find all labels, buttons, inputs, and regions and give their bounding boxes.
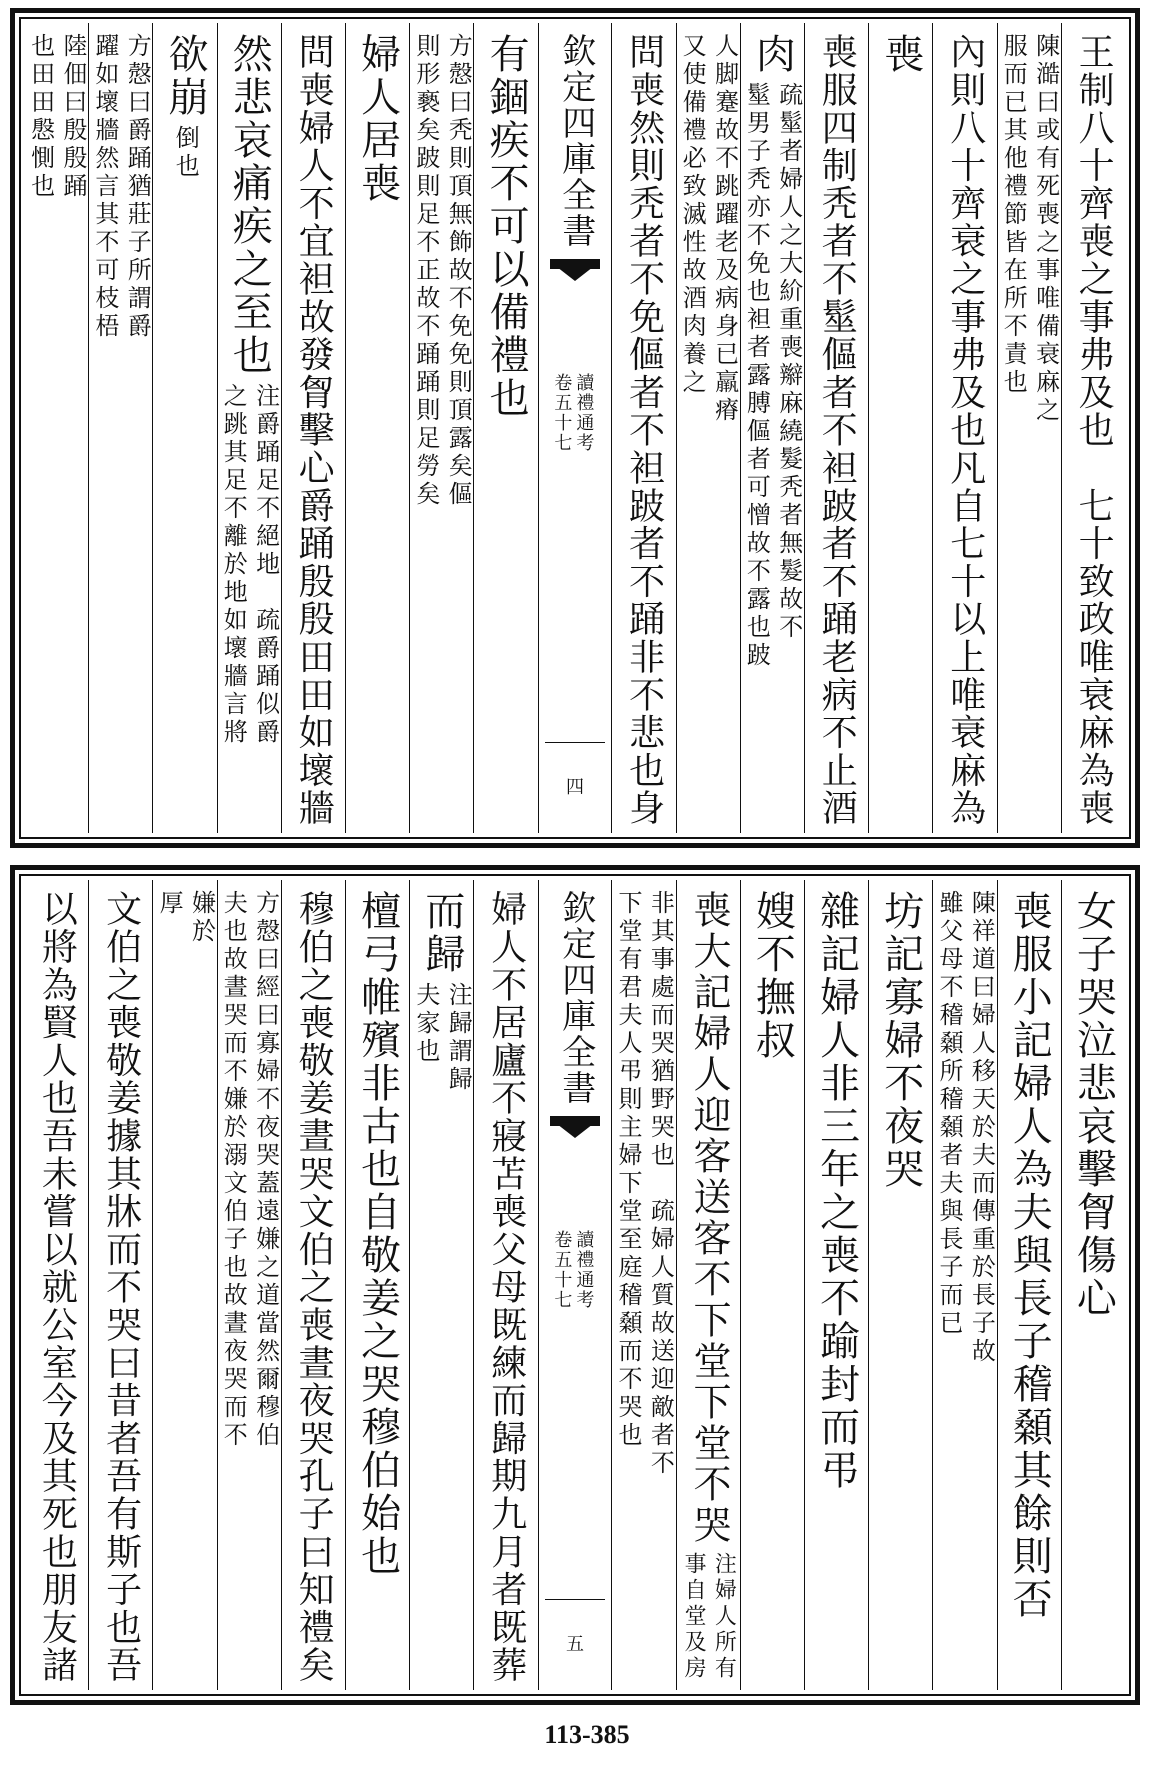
commentary-line: 厚	[155, 890, 184, 918]
main-text-line: 問喪然則秃者不免傴者不袒跛者不踊非不悲也身	[623, 33, 665, 827]
bottom-column	[152, 880, 216, 1690]
commentary-line: 倒也	[171, 125, 200, 181]
commentary-line: 躍如壞牆然言其不可枝梧	[90, 33, 119, 341]
commentary-line: 注爵踊足不絕地 疏爵踊似爵	[251, 383, 280, 747]
main-text-line: 女子哭泣悲哀擊胷傷心	[1070, 890, 1117, 1320]
main-text-line: 然悲哀痛疾之至也	[226, 33, 273, 377]
commentary-block	[677, 33, 740, 425]
main-text-line: 而歸	[418, 890, 465, 976]
top-column	[538, 23, 612, 833]
top-column	[804, 23, 868, 833]
main-text-line: 欲崩	[162, 33, 209, 119]
main-text-line: 雜記婦人非三年之喪不踰封而弔	[813, 890, 860, 1492]
commentary-block	[743, 82, 802, 670]
main-text-line: 王制八十齊喪之事弗及也 七十致政唯衰麻為喪	[1073, 33, 1115, 827]
commentary-line: 也田田慇惻也	[26, 33, 55, 201]
top-column	[997, 23, 1061, 833]
commentary-line: 則形褻矣跛則足不正故不踊踊則足勞矣	[411, 33, 440, 509]
commentary-line: 疏髽者婦人之大紒重喪辮麻繞髮秃者無髮故不	[774, 82, 803, 642]
bottom-column	[676, 880, 740, 1690]
commentary-line: 髽男子秃亦不免也袒者露膊傴者可憎故不露也跛	[742, 82, 771, 670]
commentary-line: 下堂有君夫人弔則主婦下堂至庭稽顙而不哭也	[613, 890, 642, 1450]
volume-label: 卷五十七	[551, 1230, 573, 1310]
commentary-line: 夫家也	[411, 982, 440, 1066]
top-column	[676, 23, 740, 833]
bottom-column	[740, 880, 804, 1690]
main-text-line: 喪大記婦人迎客送客不下堂下堂不哭	[687, 890, 732, 1546]
commentary-block	[172, 125, 198, 181]
main-text-line: 婦人居喪	[354, 33, 401, 205]
bottom-column	[868, 880, 932, 1690]
bottom-column	[1061, 880, 1125, 1690]
bottom-column	[538, 880, 612, 1690]
commentary-block	[681, 1552, 735, 1682]
page-footer-number: 113-385	[544, 1720, 630, 1749]
top-column-grid	[25, 23, 1125, 833]
commentary-line: 非其事處而哭猶野哭也 疏婦人質故送迎敵者不	[646, 890, 675, 1478]
folio-number: 四	[566, 777, 585, 798]
commentary-line: 又使備禮必致滅性故酒肉養之	[678, 33, 707, 397]
commentary-line: 方慤曰經曰寡婦不夜哭蓋遠嫌之道當然爾穆伯	[251, 890, 280, 1450]
top-column	[88, 23, 152, 833]
top-column	[281, 23, 345, 833]
bottom-column	[611, 880, 675, 1690]
commentary-block	[89, 33, 152, 341]
commentary-line: 夫也故晝哭而不嫌於溺文伯子也故晝夜哭而不	[219, 890, 248, 1450]
top-page-panel	[10, 8, 1140, 848]
bottom-column	[88, 880, 152, 1690]
center-divider	[545, 1599, 606, 1600]
top-column	[217, 23, 281, 833]
commentary-line: 之跳其足不離於地如壞牆言將	[219, 383, 248, 747]
commentary-line: 陳祥道曰婦人移天於夫而傳重於長子故	[967, 890, 996, 1366]
main-text-line: 嫂不撫叔	[749, 890, 796, 1062]
main-text-line: 有錮疾不可以備禮也	[483, 33, 530, 420]
main-text-line: 婦人不居廬不寢苫喪父母既練而歸期九月者既葬	[485, 890, 527, 1684]
bottom-column	[997, 880, 1061, 1690]
commentary-block	[410, 33, 473, 509]
top-column	[25, 23, 88, 833]
commentary-line: 注歸謂歸	[444, 982, 473, 1094]
main-text-line: 穆伯之喪敬姜晝哭文伯之喪晝夜哭孔子曰知禮矣	[293, 890, 335, 1684]
top-column	[611, 23, 675, 833]
main-text-line: 肉	[749, 33, 796, 76]
book-series-title: 欽定四庫全書	[555, 33, 596, 249]
commentary-line: 注婦人所有	[711, 1552, 737, 1682]
main-text-line: 以將為賢人也吾未嘗以就公室今及其死也朋友諸	[36, 890, 78, 1684]
book-series-title: 欽定四庫全書	[555, 890, 596, 1106]
book-title: 讀禮通考	[573, 373, 595, 453]
commentary-line: 雖父母不稽顙所稽顙者夫與長子而已	[934, 890, 963, 1338]
center-divider	[545, 742, 606, 743]
commentary-line: 方慤曰秃則頂無飾故不免免則頂露矣傴	[444, 33, 473, 509]
top-column	[473, 23, 537, 833]
commentary-line: 陸佃曰殷殷踊	[59, 33, 88, 201]
bottom-column	[217, 880, 281, 1690]
bottom-column	[281, 880, 345, 1690]
commentary-block	[220, 383, 279, 747]
commentary-line: 陳澔曰或有死喪之事唯備衰麻之	[1031, 33, 1060, 425]
fish-tail-mark-icon	[550, 1116, 601, 1140]
commentary-block	[25, 33, 88, 201]
book-title: 讀禮通考	[573, 1230, 595, 1310]
bottom-column-grid	[25, 880, 1125, 1690]
volume-label: 卷五十七	[551, 373, 573, 453]
bottom-page-panel	[10, 865, 1140, 1705]
main-text-line: 問喪婦人不宜袒故發胷擊心爵踊殷殷田田如壞牆	[293, 33, 335, 827]
main-text-line: 喪服四制秃者不髽傴者不袒跛者不踊老病不止酒	[816, 33, 858, 827]
commentary-block	[998, 33, 1061, 425]
main-text-line: 文伯之喪敬姜據其牀而不哭曰昔者吾有斯子也吾	[100, 890, 142, 1684]
top-column	[409, 23, 473, 833]
bottom-column	[804, 880, 868, 1690]
bottom-column	[473, 880, 537, 1690]
main-text-line: 坊記寡婦不夜哭	[877, 890, 924, 1191]
commentary-block	[412, 982, 471, 1094]
main-text-line: 喪服小記婦人為夫與長子稽顙其餘則否	[1006, 890, 1053, 1621]
bottom-column	[932, 880, 996, 1690]
commentary-block	[218, 890, 281, 1450]
main-text-line: 內則八十齊衰之事弗及也凡自七十以上唯衰麻為	[944, 33, 986, 827]
commentary-block	[612, 890, 675, 1478]
bottom-column	[345, 880, 409, 1690]
fish-tail-mark-icon	[550, 259, 601, 283]
top-column	[152, 23, 216, 833]
top-column	[740, 23, 804, 833]
top-column	[345, 23, 409, 833]
bottom-column	[409, 880, 473, 1690]
top-column	[932, 23, 996, 833]
main-text-line: 喪	[877, 33, 924, 76]
commentary-line: 人脚蹇故不跳躍老及病身已羸瘠	[710, 33, 739, 425]
commentary-line: 服而已其他禮節皆在所不責也	[999, 33, 1028, 397]
commentary-line: 事自堂及房	[681, 1552, 707, 1682]
folio-number: 五	[566, 1634, 585, 1655]
top-column	[1061, 23, 1125, 833]
commentary-block	[933, 890, 996, 1366]
bottom-column	[25, 880, 88, 1690]
main-text-line: 檀弓帷殯非古也自敬姜之哭穆伯始也	[354, 890, 401, 1578]
commentary-line: 方慤曰爵踊猶莊子所謂爵	[123, 33, 152, 341]
top-column	[868, 23, 932, 833]
commentary-line: 嫌於	[187, 890, 216, 946]
commentary-block	[153, 890, 216, 946]
